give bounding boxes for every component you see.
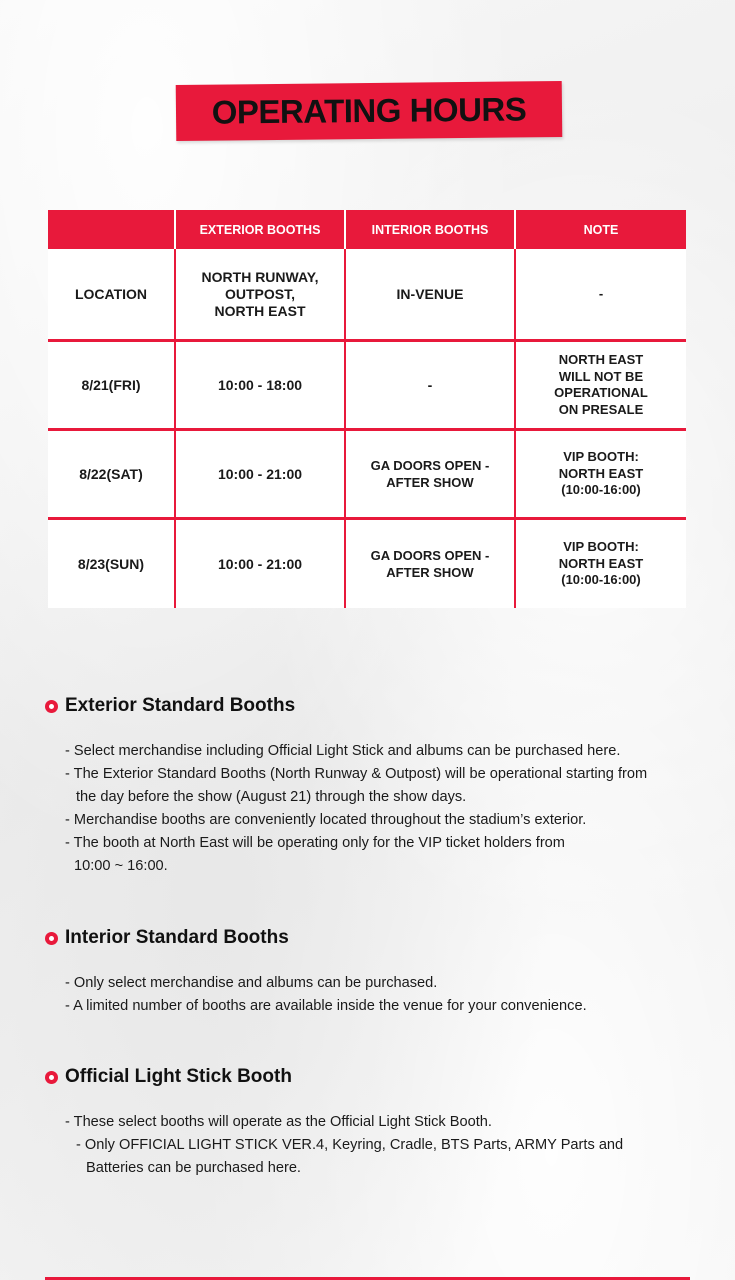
body-line: - The booth at North East will be operating only for the VIP ticket holders from: [65, 835, 565, 851]
interior-cell: -: [345, 341, 515, 430]
interior-cell: GA DOORS OPEN - AFTER SHOW: [345, 519, 515, 609]
interior-cell: GA DOORS OPEN - AFTER SHOW: [345, 430, 515, 519]
table-header-row: [48, 210, 686, 249]
operating-hours-table: [48, 210, 686, 608]
section-body: [45, 972, 705, 1018]
exterior-cell: 10:00 - 21:00: [175, 519, 345, 609]
body-line: - The Exterior Standard Booths (North Runway & Outpost) will be operational starting from: [65, 766, 648, 782]
section-body: [45, 1111, 705, 1180]
row-label: LOCATION: [48, 249, 175, 341]
section-title: Official Light Stick Booth: [65, 1066, 292, 1087]
exterior-cell: NORTH RUNWAY, OUTPOST, NORTH EAST: [175, 249, 345, 341]
note-cell: -: [515, 249, 686, 341]
table-row: [48, 341, 686, 430]
body-line: - A limited number of booths are available inside the venue for your convenience.: [65, 998, 587, 1014]
body-line: the day before the show (August 21) through the show days.: [76, 789, 467, 805]
section-body: [45, 740, 705, 878]
body-line: - Only OFFICIAL LIGHT STICK VER.4, Keyring, Cradle, BTS Parts, ARMY Parts and: [76, 1137, 624, 1153]
header-interior-booths: INTERIOR BOOTHS: [345, 210, 515, 249]
body-line: Batteries can be purchased here.: [86, 1160, 301, 1176]
section-interior-standard-booths: [45, 926, 705, 1018]
header-note: NOTE: [515, 210, 686, 249]
interior-cell: IN-VENUE: [345, 249, 515, 341]
body-line: - Only select merchandise and albums can be purchased.: [65, 975, 438, 991]
note-cell: VIP BOOTH: NORTH EAST (10:00-16:00): [558, 539, 644, 588]
bullet-icon: [45, 700, 58, 713]
row-label: 8/23(SUN): [48, 519, 175, 609]
section-exterior-standard-booths: [45, 694, 705, 878]
header-corner: [48, 210, 175, 249]
body-line: - Merchandise booths are conveniently located throughout the stadium’s exterior.: [65, 812, 587, 828]
row-label: 8/22(SAT): [48, 430, 175, 519]
note-cell: VIP BOOTH: NORTH EAST (10:00-16:00): [515, 430, 686, 519]
header-exterior-booths: EXTERIOR BOOTHS: [175, 210, 345, 249]
section-official-light-stick-booth: [45, 1065, 705, 1180]
note-cell: NORTH EAST WILL NOT BE OPERATIONAL ON PRESALE: [515, 341, 686, 430]
table-row: [48, 519, 686, 609]
row-label: 8/21(FRI): [48, 341, 175, 430]
table-row: [48, 430, 686, 519]
section-title: Interior Standard Booths: [65, 927, 289, 948]
table-row: [48, 249, 686, 341]
body-line: 10:00 ~ 16:00.: [74, 858, 168, 874]
exterior-cell: 10:00 - 21:00: [175, 430, 345, 519]
body-line: - Select merchandise including Official Light Stick and albums can be purchased here.: [65, 743, 621, 759]
body-line: - These select booths will operate as the Official Light Stick Booth.: [65, 1114, 492, 1130]
page-title: OPERATING HOURS: [211, 90, 527, 131]
bullet-icon: [45, 1071, 58, 1084]
exterior-cell: 10:00 - 18:00: [175, 341, 345, 430]
section-title: Exterior Standard Booths: [65, 695, 296, 716]
title-banner: [176, 81, 563, 141]
bullet-icon: [45, 932, 58, 945]
